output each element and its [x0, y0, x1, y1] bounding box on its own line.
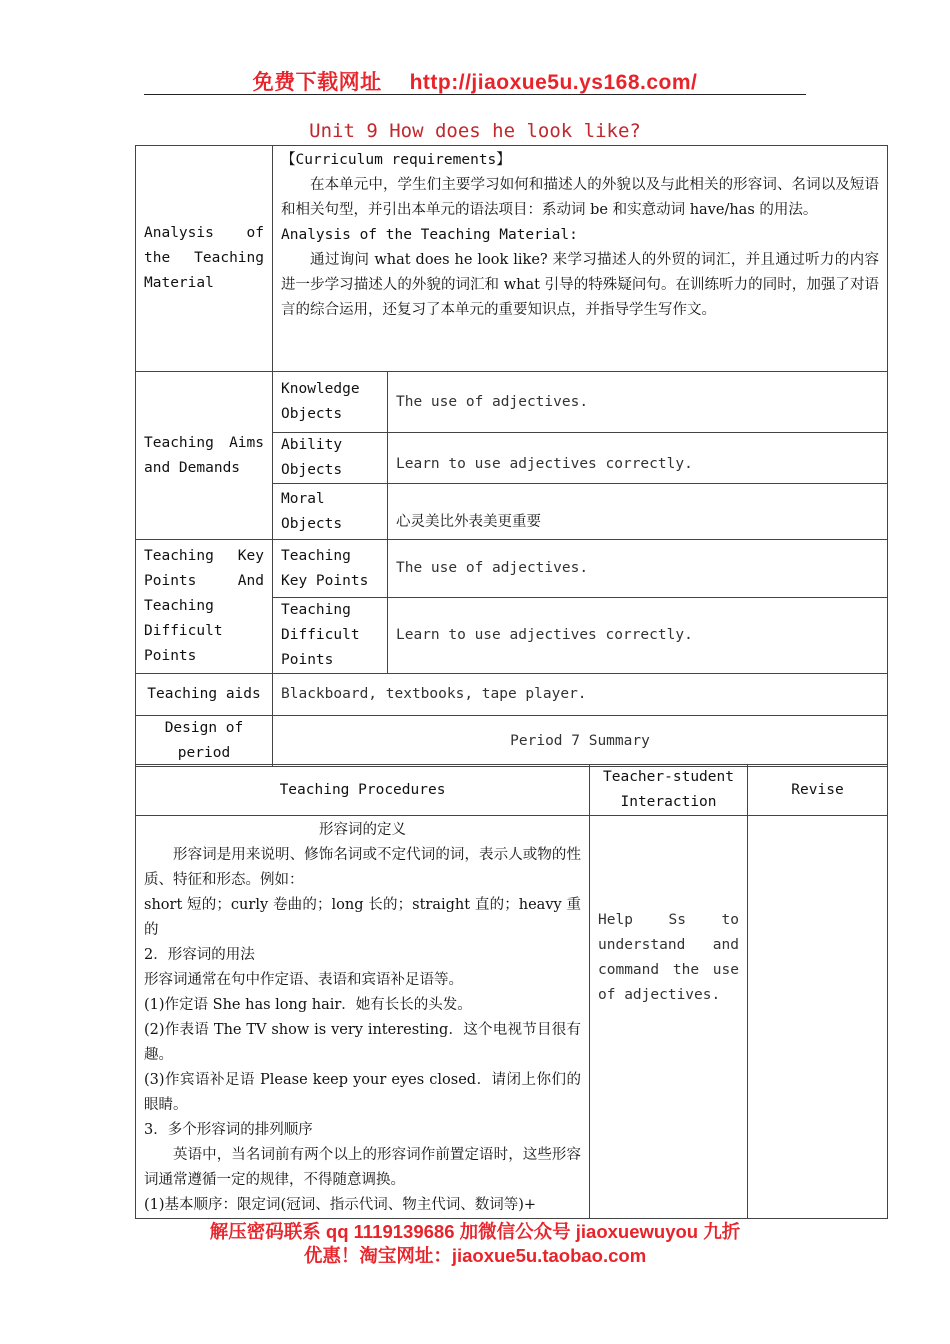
material-heading: Analysis of the Teaching Material:	[281, 227, 578, 243]
aims-knowledge-value: The use of adjectives.	[388, 372, 888, 433]
aims-label: Teaching Aims and Demands	[136, 372, 273, 540]
material-text: 通过询问 what does he look like? 来学习描述人的外贸的词汇，并且通过听力的内容进一步学习描述人的外貌的词汇和 what 引导的特殊疑问句。在训练听力的同时，加强了对语言的综合运用，还复习了本单元的重要知识点，并指导学生写作文。	[281, 252, 879, 318]
proc-line-predicative: (2)作表语 The TV show is very interesting．这个电视节目很有趣。	[144, 1022, 581, 1063]
key-points-label: Teaching Key Points And Teaching Difficult Points	[136, 540, 273, 674]
analysis-content	[273, 146, 888, 372]
procedures-header-row	[136, 765, 888, 816]
proc-line-order: 英语中，当名词前有两个以上的形容词作前置定语时，这些形容词通常遵循一定的规律，不得随意调换。	[144, 1147, 581, 1188]
proc-line-usage-heading: 2．形容词的用法	[144, 947, 255, 963]
key-points-difficult-name: Teaching Difficult Points	[273, 598, 388, 674]
interaction-header: Teacher-student Interaction	[590, 765, 748, 816]
lesson-plan-table	[135, 145, 888, 767]
analysis-row	[136, 146, 888, 372]
analysis-label: Analysis of the Teaching Material	[136, 146, 273, 372]
proc-line-usage: 形容词通常在句中作定语、表语和宾语补足语等。	[144, 972, 463, 988]
footer-shop-link[interactable]: 优惠！淘宝网址：jiaoxue5u.taobao.com	[303, 1245, 647, 1266]
proc-line-examples: short 短的；curly 卷曲的；long 长的；straight 直的；heavy 重的	[144, 897, 581, 938]
header-banner	[0, 66, 950, 96]
key-points-key-value: The use of adjectives.	[388, 540, 888, 598]
aims-row-knowledge	[136, 372, 888, 433]
procedures-table	[135, 764, 888, 1219]
proc-line-definition-heading: 形容词的定义	[319, 822, 406, 838]
key-points-difficult-value: Learn to use adjectives correctly.	[388, 598, 888, 674]
period-value: Period 7 Summary	[273, 716, 888, 767]
aids-value: Blackboard, textbooks, tape player.	[273, 674, 888, 716]
document-title: Unit 9 How does he look like?	[309, 120, 641, 142]
aims-moral-name: Moral Objects	[273, 484, 388, 540]
header-label: 免费下载网址	[252, 71, 382, 94]
aims-ability-value: Learn to use adjectives correctly.	[388, 433, 888, 484]
period-label: Design of period	[136, 716, 273, 767]
aids-label: Teaching aids	[136, 674, 273, 716]
key-points-row	[136, 540, 888, 598]
aims-knowledge-name: Knowledge Objects	[273, 372, 388, 433]
proc-line-definition: 形容词是用来说明、修饰名词或不定代词的词，表示人或物的性质、特征和形态。例如：	[144, 847, 581, 888]
aids-row	[136, 674, 888, 716]
key-points-key-name: Teaching Key Points	[273, 540, 388, 598]
procedures-content	[136, 816, 590, 1219]
header-divider	[144, 94, 806, 95]
curriculum-text: 在本单元中，学生们主要学习如何和描述人的外貌以及与此相关的形容词、名词以及短语和相关句型，并引出本单元的语法项目：系动词 be 和实意动词 have/has 的用法。	[281, 177, 879, 218]
proc-line-complement: (3)作宾语补足语 Please keep your eyes closed．请闭上你们的眼睛。	[144, 1072, 581, 1113]
period-row	[136, 716, 888, 767]
procedures-header: Teaching Procedures	[136, 765, 590, 816]
proc-line-attributive: (1)作定语 She has long hair．她有长长的头发。	[144, 997, 472, 1013]
header-url-link[interactable]: http://jiaoxue5u.ys168.com/	[409, 71, 698, 94]
footer-contact: 解压密码联系 qq 1119139686 加微信公众号 jiaoxuewuyou 九折	[209, 1221, 741, 1242]
proc-line-basic-order: (1)基本顺序：限定词(冠词、指示代词、物主代词、数词等)+	[144, 1197, 537, 1213]
aims-moral-value: 心灵美比外表美更重要	[388, 484, 888, 540]
revise-content	[748, 816, 888, 1219]
revise-header: Revise	[748, 765, 888, 816]
aims-ability-name: Ability Objects	[273, 433, 388, 484]
curriculum-heading: 【Curriculum requirements】	[281, 152, 511, 168]
proc-line-order-heading: 3．多个形容词的排列顺序	[144, 1122, 313, 1138]
interaction-content: Help Ss to understand and command the use of adjectives.	[590, 816, 748, 1219]
procedures-body-row	[136, 816, 888, 1219]
